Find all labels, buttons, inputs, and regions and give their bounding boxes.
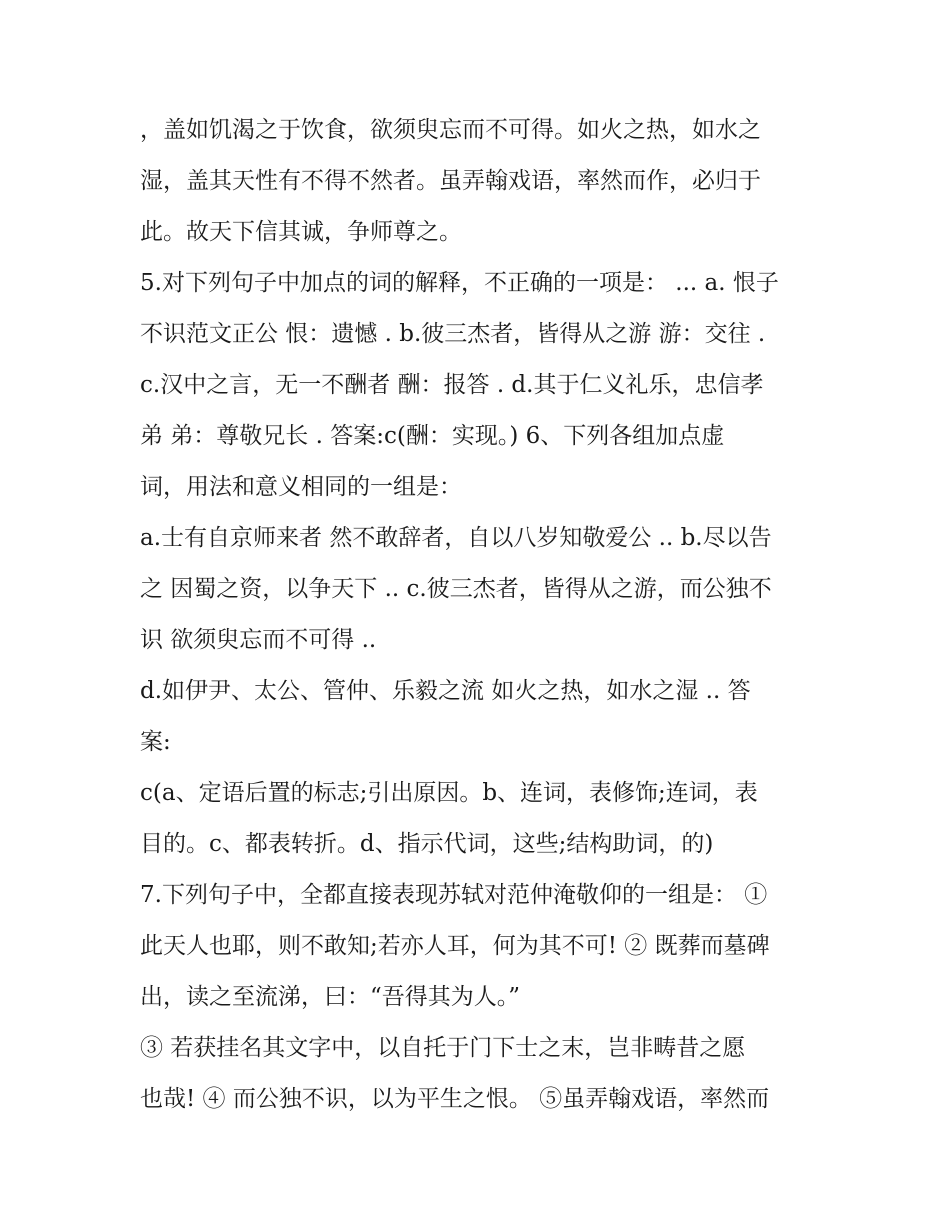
answer-line: c(a、定语后置的标志;引出原因。b、连词，表修饰;连词，表 bbox=[140, 780, 758, 806]
text-line: 也哉! ④ 而公独不识，以为平生之恨。 ⑤虽弄翰戏语，率然而 bbox=[140, 1086, 770, 1112]
text-line: 出，读之至流涕，曰：“吾得其为人。” bbox=[140, 984, 521, 1010]
text-line: 之 因蜀之资，以争天下 .. c.彼三杰者，皆得从之游，而公独不 bbox=[140, 576, 772, 602]
question-5-line: 5.对下列句子中加点的词的解释，不正确的一项是： ... a. 恨子 bbox=[140, 270, 779, 296]
text-line: 识 欲须臾忘而不可得 .. bbox=[140, 627, 377, 653]
text-line: a.士有自京师来者 然不敢辞者，自以八岁知敬爱公 .. b.尽以告 bbox=[140, 525, 772, 551]
text-line: 案: bbox=[140, 729, 171, 755]
text-line: 此。故天下信其诚，争师尊之。 bbox=[140, 219, 462, 245]
text-line: ，盖如饥渴之于饮食，欲须臾忘而不可得。如火之热，如水之 bbox=[140, 117, 761, 143]
text-line: 此天人也耶，则不敢知;若亦人耳，何为其不可! ② 既葬而墓碑 bbox=[140, 933, 770, 959]
text-line: c.汉中之言，无一不酬者 酬：报答 . d.其于仁义礼乐，忠信孝 bbox=[140, 372, 764, 398]
text-line: d.如伊尹、太公、管仲、乐毅之流 如火之热，如水之湿 .. 答 bbox=[140, 678, 751, 704]
text-line: 目的。c、都表转折。d、指示代词，这些;结构助词，的) bbox=[140, 831, 714, 857]
text-line: 不识范文正公 恨：遗憾 . b.彼三杰者，皆得从之游 游：交往 . bbox=[140, 321, 766, 347]
text-line: ③ 若获挂名其文字中，以自托于门下士之末，岂非畴昔之愿 bbox=[140, 1035, 746, 1061]
document-body bbox=[140, 109, 820, 1129]
text-line: 词，用法和意义相同的一组是： bbox=[140, 474, 462, 500]
text-line: 湿，盖其天性有不得不然者。虽弄翰戏语，率然而作，必归于 bbox=[140, 168, 761, 194]
question-6-line: 弟 弟：尊敬兄长 . 答案:c(酬：实现。) 6、下列各组加点虚 bbox=[140, 423, 725, 449]
question-7-line: 7.下列句子中，全都直接表现苏轼对范仲淹敬仰的一组是： ① bbox=[140, 882, 768, 908]
